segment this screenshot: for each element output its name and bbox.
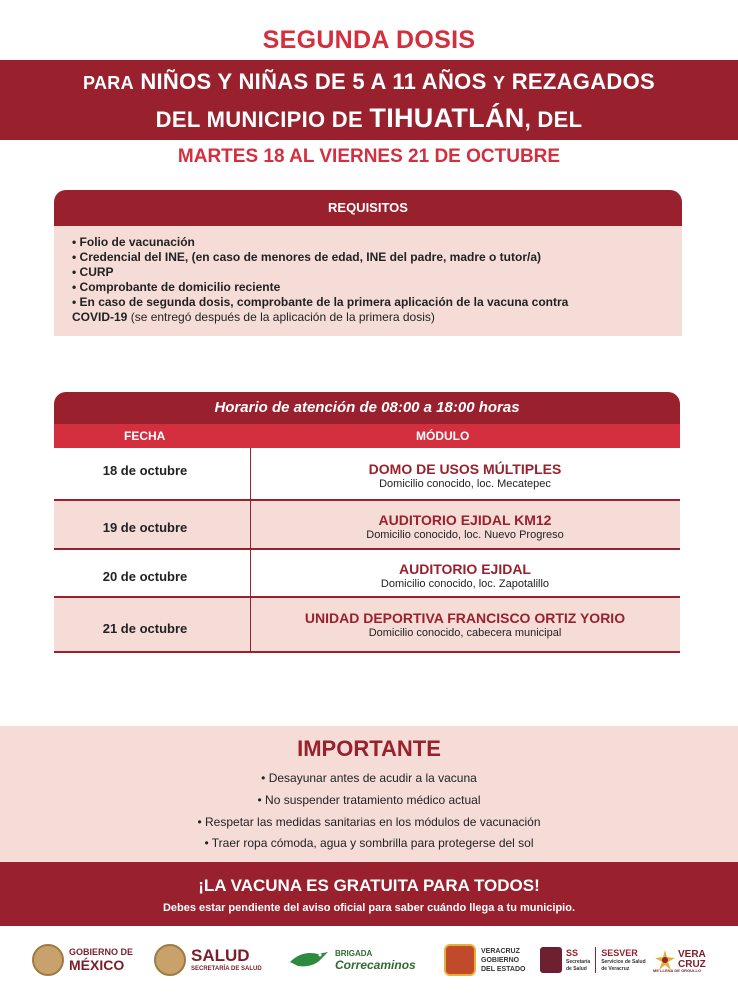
modulo-address: Domicilio conocido, loc. Mecatepec (379, 478, 551, 490)
vera-text (678, 950, 706, 970)
sesver-line-2: Servicios de Salud (601, 958, 646, 965)
schedule-row (54, 501, 680, 550)
logo-salud (154, 940, 262, 980)
header-line1-d: REZAGADOS (511, 69, 655, 94)
importante-item: • No suspender tratamiento médico actual (257, 793, 481, 807)
veracruz-line-1: VERACRUZ (481, 947, 520, 955)
schedule-row (54, 448, 680, 501)
footer-band (0, 862, 738, 926)
row-fecha: 20 de octubre (102, 569, 188, 584)
vera-line-2: CRUZ (678, 959, 706, 970)
importante-item: • Respetar las medidas sanitarias en los módulos de vacunación (197, 815, 541, 829)
row-modulo (250, 610, 680, 639)
vera-tagline: ME LLENA DE ORGULLO (653, 968, 702, 973)
header-line1-b: NIÑOS Y NIÑAS DE 5 A 11 AÑOS (140, 69, 487, 94)
ss-line-2: Secretaría (566, 958, 591, 965)
logo-ss-sesver (540, 940, 646, 980)
requisito-item: • Credencial del INE, (en caso de menores de edad, INE del padre, madre o tutor/a) (72, 250, 541, 264)
logo-brigada-correcaminos (288, 940, 416, 980)
row-fecha: 21 de octubre (102, 621, 188, 636)
requisito-item: • Comprobante de domicilio reciente (72, 280, 281, 294)
importante-section (0, 726, 738, 862)
header-line1-a: PARA (83, 73, 134, 93)
header-line-2 (0, 103, 738, 134)
page-title: SEGUNDA DOSIS (262, 26, 476, 54)
modulo-name: AUDITORIO EJIDAL KM12 (378, 512, 552, 528)
dates-subtitle: MARTES 18 AL VIERNES 21 DE OCTUBRE (177, 146, 561, 167)
header-line-1 (0, 69, 738, 95)
header-line2-a: DEL MUNICIPIO DE (155, 107, 363, 132)
modulo-name: DOMO DE USOS MÚLTIPLES (368, 461, 562, 477)
salud-seal-icon (154, 944, 186, 976)
requisito-covid: COVID-19 (72, 310, 128, 324)
row-modulo (250, 461, 680, 490)
vera-line-1: VERA (678, 949, 706, 960)
importante-item: • Traer ropa cómoda, agua y sombrilla para protegerse del sol (204, 836, 534, 850)
salud-line-1: SALUD (191, 946, 250, 965)
requisito-covid-note: (se entregó después de la aplicación de la primera dosis) (127, 310, 435, 324)
brigada-line-2: Correcaminos (335, 958, 416, 972)
ss-line-1: SS (566, 947, 579, 958)
column-modulo: MÓDULO (416, 429, 470, 443)
veracruz-line-3: DEL ESTADO (481, 965, 526, 973)
ss-shield-icon (540, 947, 562, 973)
modulo-address: Domicilio conocido, cabecera municipal (368, 627, 562, 639)
requisitos-header: REQUISITOS (54, 190, 682, 226)
header-band (0, 60, 738, 140)
requisitos-list (54, 226, 682, 336)
column-fecha: FECHA (124, 429, 166, 443)
requisito-item: • En caso de segunda dosis, comprobante de la primera aplicación de la vacuna contra (72, 295, 569, 309)
salud-line-2: SECRETARÍA DE SALUD (191, 966, 262, 972)
footer-subline: Debes estar pendiente del aviso oficial para saber cuándo llega a tu municipio. (162, 902, 575, 914)
schedule-column-headers (54, 424, 680, 448)
ss-line-3: de Salud (566, 965, 587, 972)
salud-text (191, 947, 262, 973)
logo-divider (595, 947, 596, 973)
sesver-line-3: de Veracruz (601, 965, 630, 972)
roadrunner-icon (288, 948, 330, 972)
modulo-name: AUDITORIO EJIDAL (399, 561, 531, 577)
brigada-line-1: BRIGADA (335, 949, 373, 958)
gob-line-2: MÉXICO (69, 957, 125, 973)
modulo-name: UNIDAD DEPORTIVA FRANCISCO ORTIZ YORIO (304, 610, 626, 626)
row-modulo (250, 561, 680, 590)
header-line2-c: , DEL (524, 107, 583, 132)
importante-title: IMPORTANTE (297, 736, 441, 761)
municipio-name: TIHUATLÁN (369, 103, 525, 133)
requisito-item: • Folio de vacunación (72, 235, 195, 249)
requisito-item: • CURP (72, 265, 114, 279)
logo-gobierno-mexico (32, 940, 133, 980)
veracruz-text (481, 947, 525, 974)
gob-line-1: GOBIERNO DE (69, 947, 134, 957)
footer-headline: ¡LA VACUNA ES GRATUITA PARA TODOS! (198, 876, 540, 895)
importante-item: • Desayunar antes de acudir a la vacuna (261, 771, 477, 785)
modulo-address: Domicilio conocido, loc. Zapotalillo (380, 578, 550, 590)
logo-veracruz-gobierno (444, 940, 525, 980)
veracruz-line-2: GOBIERNO (481, 956, 520, 964)
schedule-row (54, 550, 680, 598)
sesver-text (601, 948, 645, 973)
gobierno-text (69, 947, 133, 973)
veracruz-shield-icon (444, 944, 476, 976)
logo-veracruz-orgullo (654, 940, 706, 980)
header-line1-c: Y (492, 73, 506, 93)
row-fecha: 19 de octubre (102, 520, 188, 535)
ss-text (566, 948, 590, 973)
schedule-row (54, 598, 680, 653)
row-modulo (250, 512, 680, 541)
requisito-item-continued (72, 310, 435, 324)
sesver-line-1: SESVER (601, 947, 638, 958)
brigada-text (335, 948, 416, 972)
logo-strip (0, 934, 738, 994)
mexico-seal-icon (32, 944, 64, 976)
schedule-header: Horario de atención de 08:00 a 18:00 horas (54, 392, 680, 424)
modulo-address: Domicilio conocido, loc. Nuevo Progreso (366, 529, 564, 541)
row-fecha: 18 de octubre (102, 463, 188, 478)
